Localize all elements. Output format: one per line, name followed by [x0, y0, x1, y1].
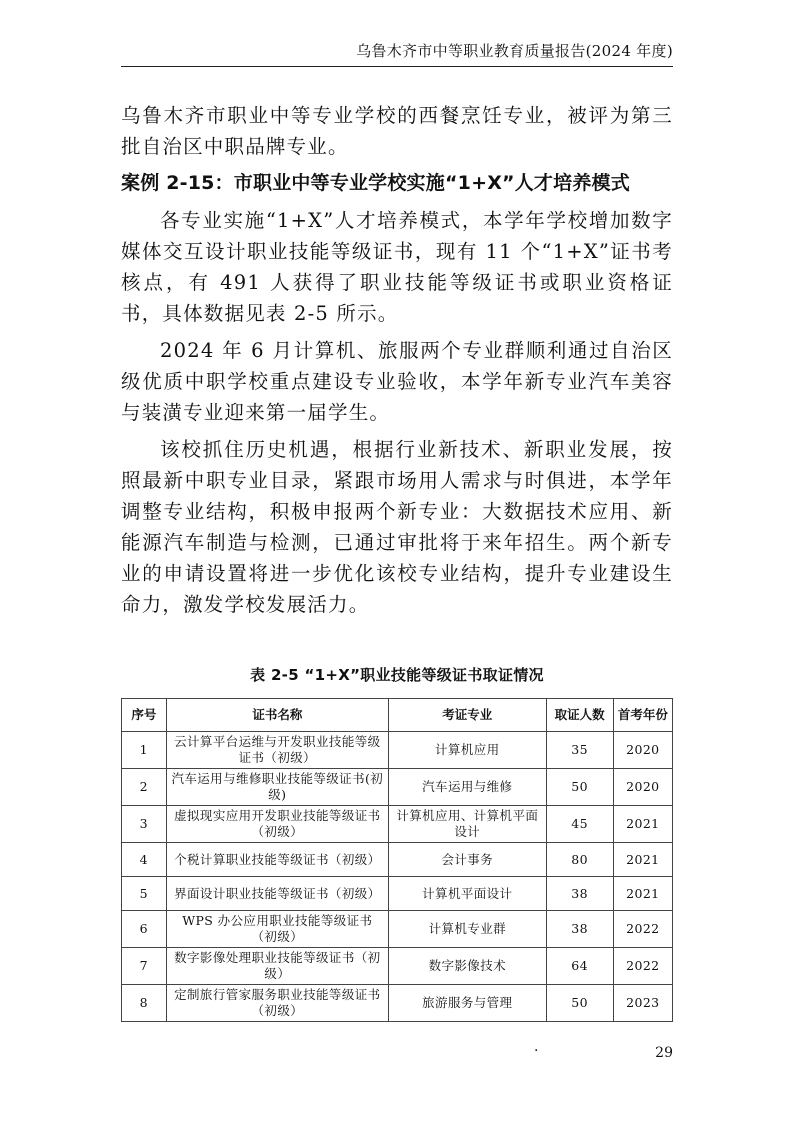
- page-number: 29: [655, 1045, 673, 1061]
- cell-count: 38: [546, 911, 613, 948]
- paragraph-acceptance: 2024 年 6 月计算机、旅服两个专业群顺利通过自治区级优质中职学校重点建设专业验收，本学年新专业汽车美容与装潢专业迎来第一届学生。: [121, 339, 673, 424]
- cell-major: 计算机应用、计算机平面设计: [388, 806, 546, 843]
- page-header: [121, 38, 673, 67]
- header-name: 证书名称: [166, 699, 388, 732]
- cell-year: 2020: [613, 732, 672, 769]
- cell-name: 虚拟现实应用开发职业技能等级证书（初级）: [166, 806, 388, 843]
- header-year: 首考年份: [613, 699, 672, 732]
- cell-count: 50: [546, 985, 613, 1022]
- cell-major: 计算机专业群: [388, 911, 546, 948]
- header-count: 取证人数: [546, 699, 613, 732]
- certificate-table: [121, 698, 673, 1022]
- cell-count: 45: [546, 806, 613, 843]
- cell-year: 2021: [613, 877, 672, 911]
- paragraph-brand-major: 乌鲁木齐市职业中等专业学校的西餐烹饪专业，被评为第三批自治区中职品牌专业。: [121, 104, 673, 158]
- cell-year: 2020: [613, 769, 672, 806]
- cell-no: 4: [122, 843, 167, 877]
- case-heading: 案例 2-15：市职业中等专业学校实施“1+X”人才培养模式: [121, 172, 630, 194]
- cell-major: 旅游服务与管理: [388, 985, 546, 1022]
- table-row: [122, 843, 673, 877]
- table-header-row: [122, 699, 673, 732]
- cell-name: 定制旅行管家服务职业技能等级证书（初级）: [166, 985, 388, 1022]
- paragraph-new-majors: 该校抓住历史机遇，根据行业新技术、新职业发展，按照最新中职专业目录，紧跟市场用人需求与时俱进，本学年调整专业结构，积极申报两个新专业：大数据技术应用、新能源汽车制造与检测，已通过审批将于来年招生。两个新专业的申请设置将进一步优化该校专业结构，提升专业建设生命力，激发学校发展活力。: [121, 438, 673, 616]
- cell-count: 35: [546, 732, 613, 769]
- cell-year: 2021: [613, 806, 672, 843]
- cell-name: 汽车运用与维修职业技能等级证书(初级): [166, 769, 388, 806]
- cell-year: 2021: [613, 843, 672, 877]
- cell-year: 2022: [613, 911, 672, 948]
- cell-name: 数字影像处理职业技能等级证书（初级）: [166, 948, 388, 985]
- report-title: 乌鲁木齐市中等职业教育质量报告(2024 年度): [356, 42, 673, 60]
- cell-major: 会计事务: [388, 843, 546, 877]
- cell-no: 1: [122, 732, 167, 769]
- cell-major: 计算机平面设计: [388, 877, 546, 911]
- table-row: [122, 911, 673, 948]
- cell-no: 2: [122, 769, 167, 806]
- table-row: [122, 732, 673, 769]
- cell-major: 汽车运用与维修: [388, 769, 546, 806]
- cell-major: 计算机应用: [388, 732, 546, 769]
- table-caption: 表 2-5 “1+X”职业技能等级证书取证情况: [250, 666, 544, 684]
- cell-no: 5: [122, 877, 167, 911]
- table-row: [122, 948, 673, 985]
- cell-count: 80: [546, 843, 613, 877]
- cell-major: 数字影像技术: [388, 948, 546, 985]
- cell-name: 界面设计职业技能等级证书（初级）: [166, 877, 388, 911]
- cell-name: WPS 办公应用职业技能等级证书（初级）: [166, 911, 388, 948]
- cell-no: 8: [122, 985, 167, 1022]
- paragraph-1x-model: 各专业实施“1+X”人才培养模式，本学年学校增加数字媒体交互设计职业技能等级证书，现有 11 个“1+X”证书考核点，有 491 人获得了职业技能等级证书或职业资格证书，具体数据见表 2-5 所示。: [121, 209, 673, 325]
- header-no: 序号: [122, 699, 167, 732]
- header-major: 考证专业: [388, 699, 546, 732]
- table-row: [122, 877, 673, 911]
- cell-count: 50: [546, 769, 613, 806]
- table-row: [122, 806, 673, 843]
- footer-dot: ·: [534, 1043, 539, 1059]
- cell-year: 2023: [613, 985, 672, 1022]
- cell-name: 个税计算职业技能等级证书（初级）: [166, 843, 388, 877]
- table-row: [122, 985, 673, 1022]
- cell-name: 云计算平台运维与开发职业技能等级证书（初级）: [166, 732, 388, 769]
- cell-count: 38: [546, 877, 613, 911]
- cell-no: 6: [122, 911, 167, 948]
- table-row: [122, 769, 673, 806]
- cell-no: 3: [122, 806, 167, 843]
- cell-no: 7: [122, 948, 167, 985]
- cell-year: 2022: [613, 948, 672, 985]
- body-text: [121, 100, 673, 626]
- cell-count: 64: [546, 948, 613, 985]
